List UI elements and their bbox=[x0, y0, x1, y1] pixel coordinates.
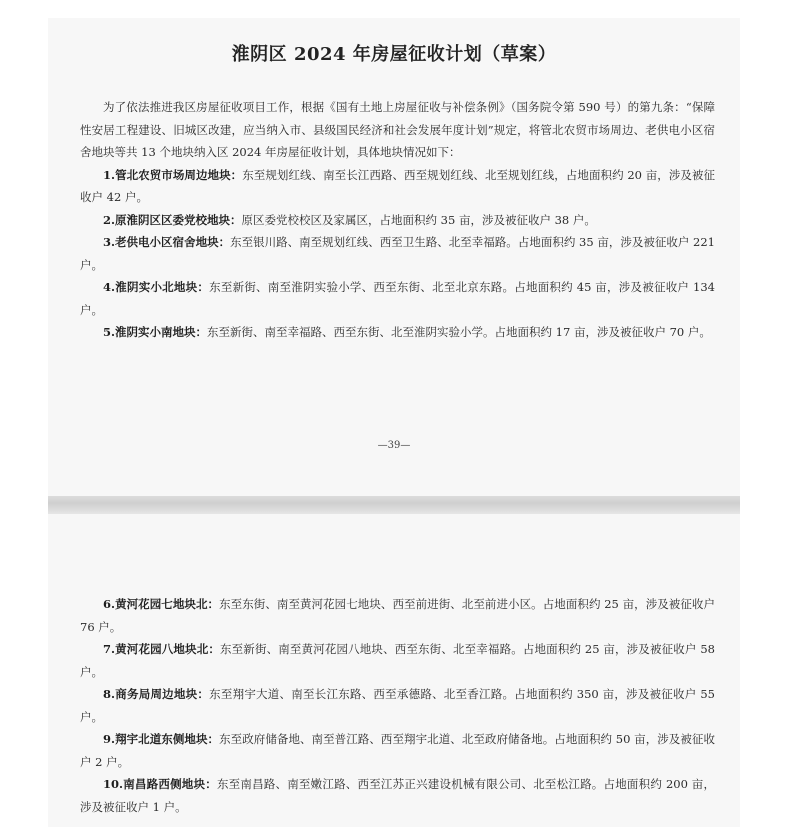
plot-description: 东至翔宇大道、南至长江东路、西至承德路、北至香江路。占地面积约 350 亩，涉及被征收户 55 户。 bbox=[80, 687, 716, 724]
plot-description: 东至东街、南至黄河花园七地块、西至前进街、北至前进小区。占地面积约 25 亩，涉及被征收户 76 户。 bbox=[80, 597, 715, 634]
plot-description: 东至银川路、南至规划红线、西至卫生路、北至幸福路。占地面积约 35 亩，涉及被征收户 221 户。 bbox=[80, 235, 715, 272]
plot-name: 5.淮阴实小南地块： bbox=[103, 325, 208, 339]
page-number: —39— bbox=[377, 440, 411, 451]
document-title: 淮阴区 2024 年房屋征收计划（草案） bbox=[231, 44, 557, 65]
page-separator bbox=[48, 496, 740, 514]
plot-description: 东至政府储备地、南至普江路、西至翔宇北道、北至政府储备地。占地面积约 50 亩，涉及被征收户 2 户。 bbox=[80, 732, 715, 769]
plot-name: 1.管北农贸市场周边地块： bbox=[103, 167, 243, 182]
page2-body bbox=[80, 593, 715, 818]
plot-description: 东至南昌路、南至嫩江路、西至江苏正兴建设机械有限公司、北至松江路。占地面积约 200 亩，涉及被征收户 1 户。 bbox=[80, 777, 715, 814]
plot-name: 9.翔宇北道东侧地块： bbox=[103, 732, 220, 746]
plot-item bbox=[80, 209, 715, 232]
page1-body bbox=[80, 96, 715, 344]
plot-item bbox=[80, 638, 715, 683]
document-page-39 bbox=[48, 18, 740, 496]
plot-name: 2.原淮阴区区委党校地块： bbox=[103, 212, 242, 227]
plot-item bbox=[80, 728, 715, 773]
plot-name: 10.南昌路西侧地块： bbox=[103, 777, 217, 791]
plot-description: 东至新街、南至幸福路、西至东街、北至淮阴实验小学。占地面积约 17 亩，涉及被征收户 70 户。 bbox=[207, 325, 711, 339]
plot-item bbox=[80, 164, 715, 209]
plot-item bbox=[80, 683, 715, 728]
document-page-40 bbox=[48, 514, 740, 827]
intro-paragraph: 为了依法推进我区房屋征收项目工作，根据《国有土地上房屋征收与补偿条例》（国务院令第 590 号）的第九条：“保障性安居工程建设、旧城区改建，应当纳入市、县级国民经济和社会发展年度计划”规定，将管北农贸市场周边、老供电小区宿舍地块等共 13 个地块纳入区 2024 年房屋征收计划，具体地块情况如下： bbox=[80, 100, 715, 159]
plot-item bbox=[80, 593, 715, 638]
plot-description: 东至新街、南至淮阴实验小学、西至东街、北至北京东路。占地面积约 45 亩，涉及被征收户 134 户。 bbox=[80, 280, 716, 317]
plot-item bbox=[80, 321, 715, 344]
plot-name: 3.老供电小区宿舍地块： bbox=[103, 235, 231, 249]
plot-name: 7.黄河花园八地块北： bbox=[103, 642, 220, 656]
plot-item bbox=[80, 276, 715, 321]
plot-item bbox=[80, 773, 715, 818]
plot-description: 东至新街、南至黄河花园八地块、西至东街、北至幸福路。占地面积约 25 亩，涉及被征收户 58 户。 bbox=[80, 642, 715, 679]
plot-description: 原区委党校校区及家属区，占地面积约 35 亩，涉及被征收户 38 户。 bbox=[241, 212, 596, 227]
plot-name: 4.淮阴实小北地块： bbox=[103, 280, 210, 294]
plot-item bbox=[80, 231, 715, 276]
plot-description: 东至规划红线、南至长江西路、西至规划红线、北至规划红线，占地面积约 20 亩，涉及被征收户 42 户。 bbox=[80, 167, 715, 204]
plot-name: 8.商务局周边地块： bbox=[103, 687, 210, 701]
plot-name: 6.黄河花园七地块北： bbox=[103, 597, 220, 611]
